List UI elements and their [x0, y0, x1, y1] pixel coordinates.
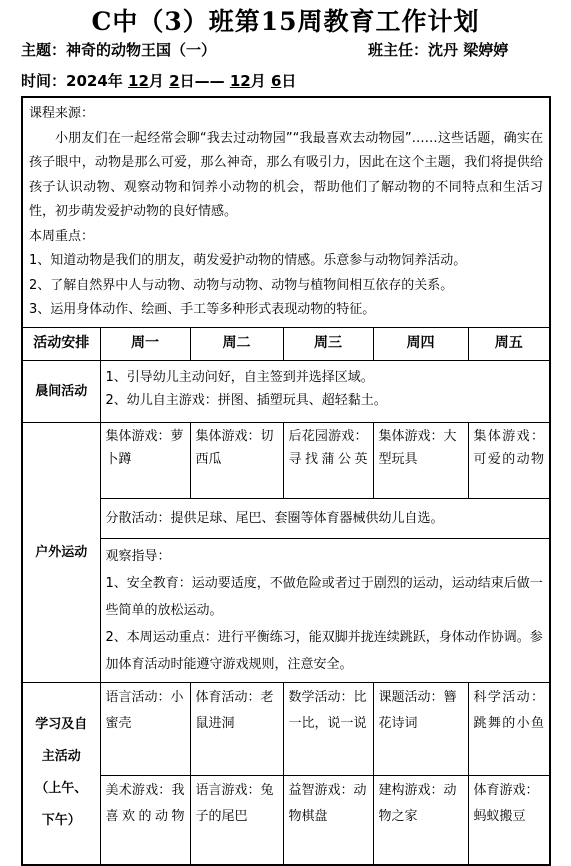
outdoor-label: 户外运动	[22, 422, 100, 682]
source-label: 课程来源：	[29, 106, 95, 121]
teacher-label: 班主任：	[368, 41, 429, 59]
observe-cell	[100, 538, 550, 682]
day-header-row	[22, 327, 550, 360]
outdoor-games-row	[22, 422, 550, 498]
year-unit: 年	[107, 72, 123, 90]
scatter-cell: 分散活动：提供足球、尾巴、套圈等体育器械供幼儿自选。	[100, 498, 550, 538]
observe-item: 1、安全教育：运动要适度，不做危险或者过于剧烈的运动，运动结束后做一些简单的放松运动。	[105, 575, 543, 618]
study-label	[22, 682, 100, 865]
study-lesson: 数学活动：比一比，说一说	[283, 682, 373, 775]
study-games-row	[22, 775, 550, 865]
end-month-unit: 月	[250, 72, 266, 90]
outdoor-game: 集体游戏：可爱的动物	[468, 422, 550, 498]
end-day-unit: 日	[281, 72, 297, 90]
day-header: 周一	[100, 327, 190, 360]
morning-line: 1、引导幼儿主动问好，自主签到并选择区域。	[105, 369, 374, 385]
start-month: 12	[128, 72, 149, 90]
observe-label: 观察指导：	[105, 548, 171, 564]
study-lesson: 体育活动：老鼠进洞	[190, 682, 283, 775]
day-header: 周四	[373, 327, 468, 360]
morning-label: 晨间活动	[22, 360, 100, 422]
morning-line: 2、幼儿自主游戏：拼图、插塑玩具、超轻黏土。	[105, 392, 387, 408]
corner-cell: 活动安排	[22, 327, 100, 360]
day-header: 周三	[283, 327, 373, 360]
study-lesson: 语言活动：小蜜壳	[100, 682, 190, 775]
morning-cell	[100, 360, 550, 422]
study-lesson: 科学活动：跳舞的小鱼	[468, 682, 550, 775]
study-game: 体育游戏：蚂蚁搬豆	[468, 775, 550, 865]
date-dash: ——	[194, 72, 225, 90]
study-label-line: （上午、	[35, 781, 88, 797]
end-month: 12	[229, 72, 251, 90]
observe-row	[22, 538, 550, 682]
intro-row	[22, 97, 550, 327]
theme-label: 主题：	[21, 41, 67, 59]
day-header: 周五	[468, 327, 550, 360]
teacher-value: 沈丹 梁婷婷	[428, 41, 509, 59]
theme-value: 神奇的动物王国（一）	[66, 41, 217, 59]
study-game: 益智游戏：动物棋盘	[283, 775, 373, 865]
focus-item: 3、运用身体动作、绘画、手工等多种形式表现动物的特征。	[29, 302, 376, 317]
study-label-line: 主活动	[41, 749, 81, 765]
outdoor-game: 集体游戏：切西瓜	[190, 422, 283, 498]
observe-item: 2、本周运动重点：进行平衡练习，能双脚并拢连续跳跃，身体动作协调。参加体育活动时能遵守游戏规则，注意安全。	[105, 629, 543, 672]
study-game: 建构游戏：动物之家	[373, 775, 468, 865]
outdoor-game: 集体游戏：大型玩具	[373, 422, 468, 498]
outdoor-game: 集体游戏：萝卜蹲	[100, 422, 190, 498]
study-game: 语言游戏：兔子的尾巴	[190, 775, 283, 865]
study-lessons-row	[22, 682, 550, 775]
study-game: 美术游戏：我喜欢的动物	[100, 775, 190, 865]
outdoor-game: 后花园游戏：寻找蒲公英	[283, 422, 373, 498]
start-month-unit: 月	[148, 72, 164, 90]
source-text: 小朋友们在一起经常会聊“我去过动物园”“我最喜欢去动物园”……这些话题，确实在孩子眼中，动物是那么可爱，那么神奇，那么有吸引力，因此在这个主题，我们将提供给孩子认识动物、观察动物和饲养小动物的机会，帮助他们了解动物的不同特点和生活习性，初步萌发爱护动物的良好情感。	[29, 130, 544, 219]
focus-item: 2、了解自然界中人与动物、动物与动物、动物与植物间相互依存的关系。	[29, 277, 454, 293]
time-label: 时间：	[21, 72, 67, 90]
study-lesson: 课题活动：簪花诗词	[373, 682, 468, 775]
study-label-line: 学习及自	[35, 717, 88, 733]
year: 2024	[66, 72, 108, 90]
scatter-row	[22, 498, 550, 538]
intro-cell	[22, 97, 550, 327]
focus-label: 本周重点：	[29, 228, 95, 244]
theme-line	[21, 39, 216, 60]
plan-table	[21, 96, 551, 866]
teacher-line	[368, 39, 508, 60]
end-day: 6	[270, 72, 282, 90]
study-label-line: 下午）	[41, 813, 81, 829]
start-day: 2	[169, 72, 180, 90]
start-day-unit: 日	[179, 72, 195, 90]
page-title: C中（3）班第15周教育工作计划	[91, 7, 480, 36]
day-header: 周二	[190, 327, 283, 360]
focus-item: 1、知道动物是我们的朋友，萌发爱护动物的情感。乐意参与动物饲养活动。	[29, 253, 467, 268]
morning-row	[22, 360, 550, 422]
time-line	[21, 70, 296, 91]
